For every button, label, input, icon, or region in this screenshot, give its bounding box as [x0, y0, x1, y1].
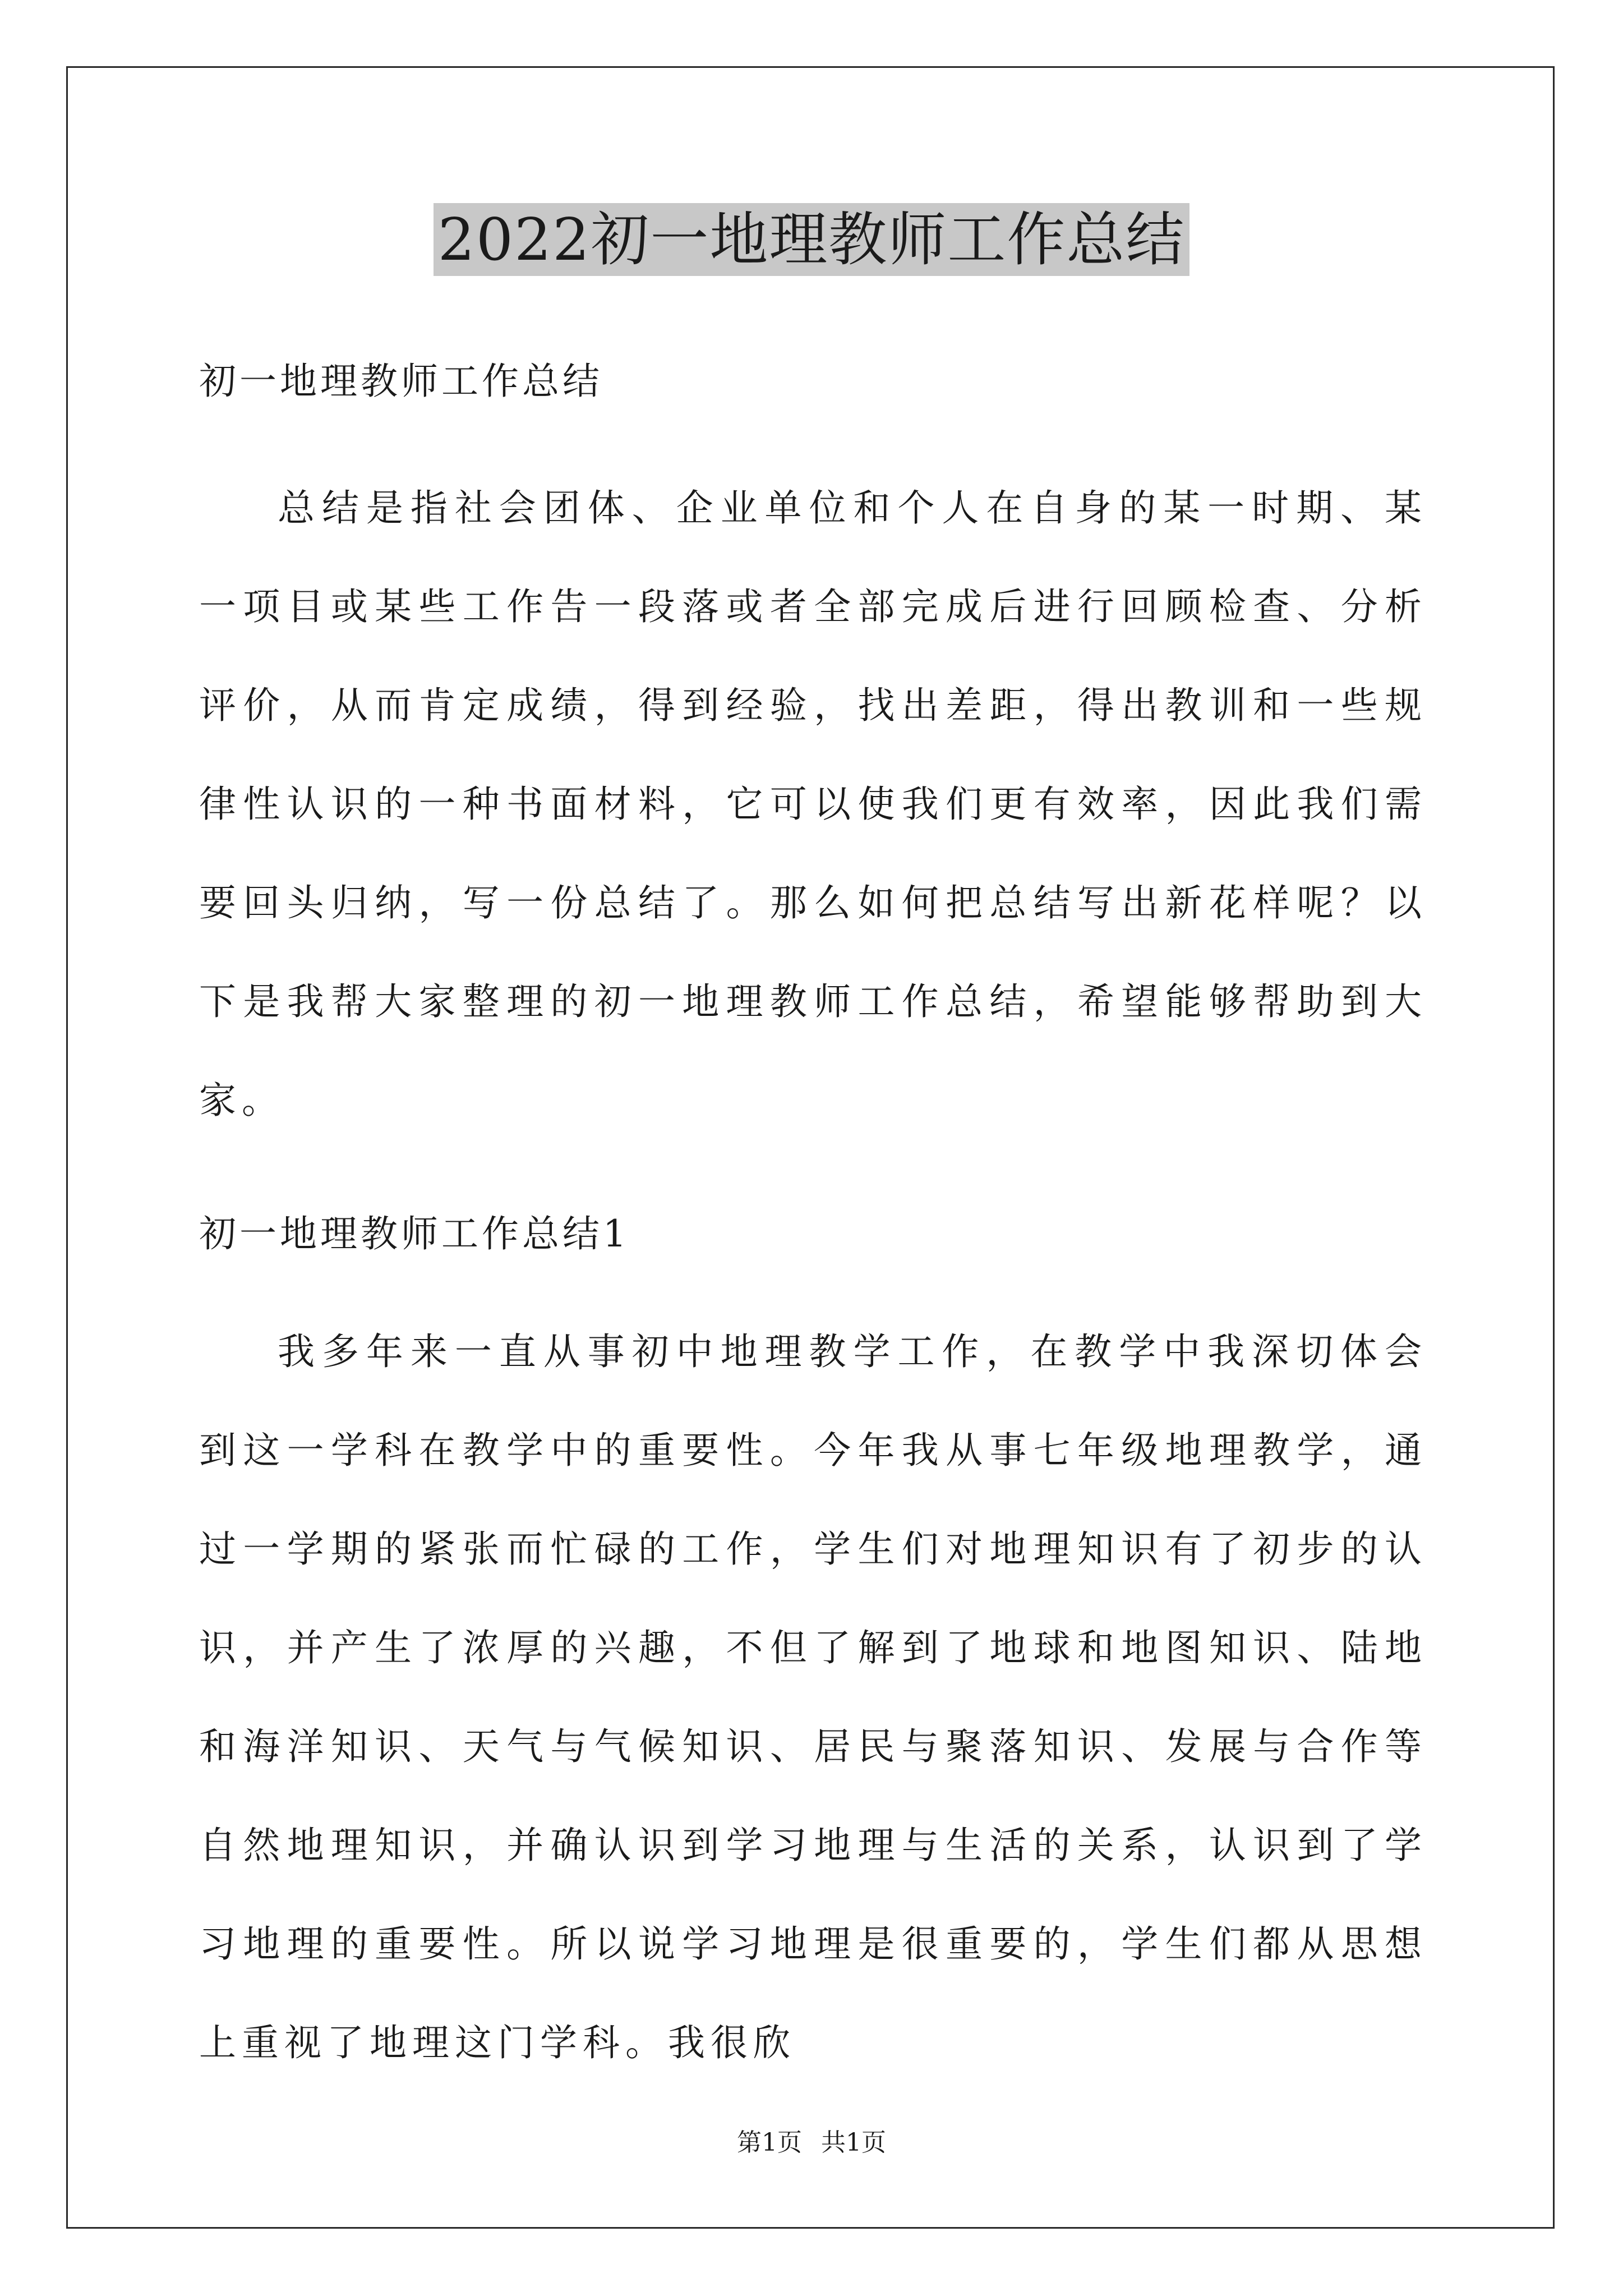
page-footer: 第1页 共1页	[737, 2128, 886, 2157]
section-1-heading: 初一地理教师工作总结1	[199, 1212, 630, 1255]
title-container	[0, 203, 1623, 276]
intro-paragraph: 总结是指社会团体、企业单位和个人在自身的某一时期、某一项目或某些工作告一段落或者全部完成后进行回顾检查、分析评价，从而肯定成绩，得到经验，找出差距，得出教训和一些规律性认识的一种书面材料，它可以使我们更有效率，因此我们需要回头归纳，写一份总结了。那么如何把总结写出新花样呢？以下是我帮大家整理的初一地理教师工作总结，希望能够帮助到大家。	[199, 486, 1427, 1122]
section-1-paragraph: 我多年来一直从事初中地理教学工作，在教学中我深切体会到这一学科在教学中的重要性。今年我从事七年级地理教学，通过一学期的紧张而忙碌的工作，学生们对地理知识有了初步的认识，并产生了浓厚的兴趣，不但了解到了地球和地图知识、陆地和海洋知识、天气与气候知识、居民与聚落知识、发展与合作等自然地理知识，并确认识到学习地理与生活的关系，认识到了学习地理的重要性。所以说学习地理是很重要的，学生们都从思想上重视了地理这门学科。我很欣	[199, 1330, 1427, 2064]
document-title: 2022初一地理教师工作总结	[434, 203, 1190, 276]
intro-heading: 初一地理教师工作总结	[199, 360, 603, 403]
